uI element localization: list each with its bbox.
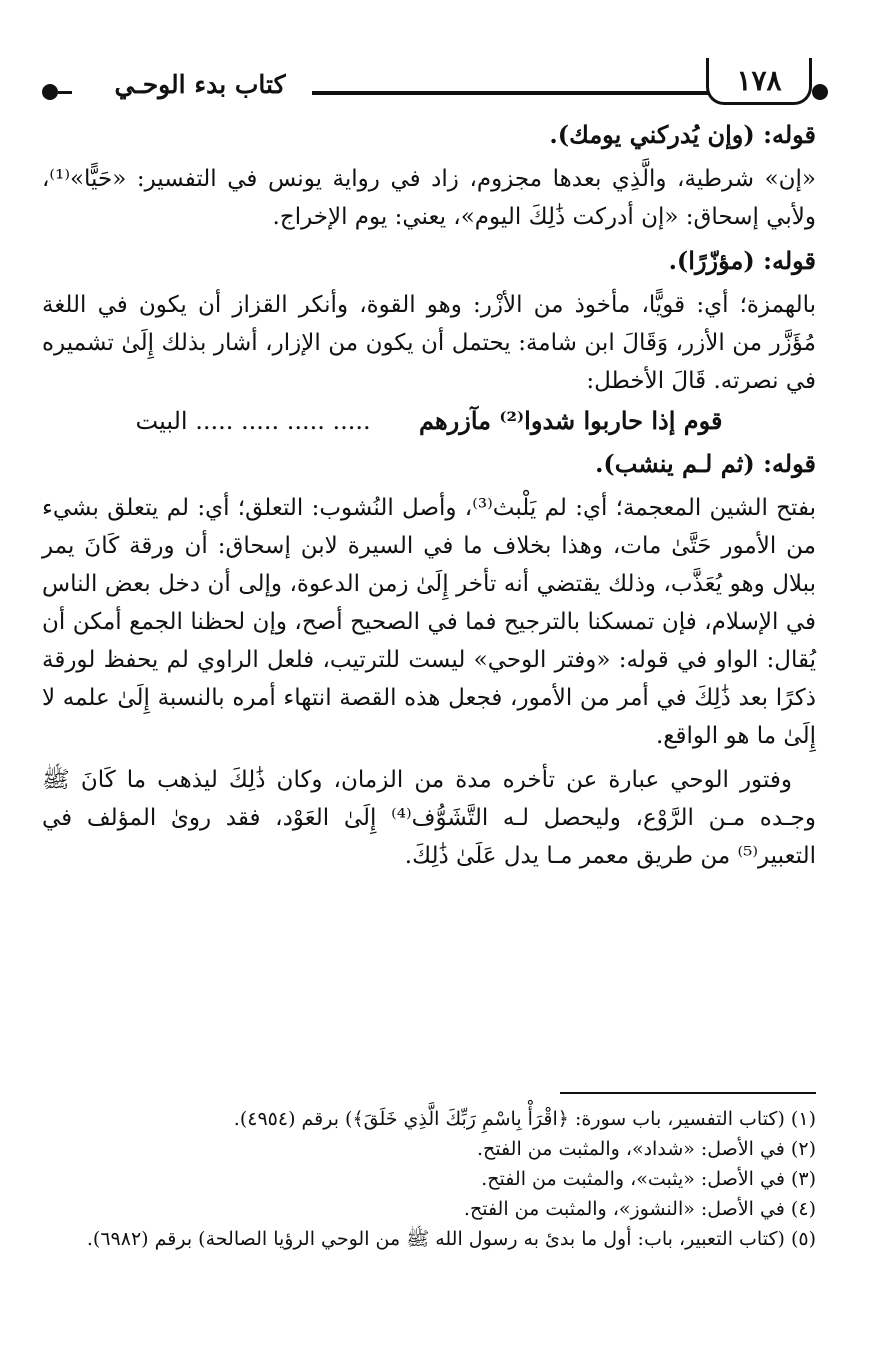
footnote-5: (٥) (كتاب التعبير، باب: أول ما بدئ به رسول الله ﷺ من الوحي الرؤيا الصالحة) برقم (٦٩٨٢). bbox=[86, 1228, 816, 1250]
paragraph-1: «إن» شرطية، والَّذِي بعدها مجزوم، زاد في رواية يونس في التفسير: «حَيًّا»⁽¹⁾، ولأبي إسحاق: «إن أدركت ذَٰلِكَ اليوم»، يعني: يوم الإخراج. bbox=[42, 166, 816, 230]
footnote-4: (٤) في الأصل: «النشوز»، والمثبت من الفتح. bbox=[463, 1198, 816, 1220]
heading-quote-2: قوله: (مؤزّرًا). bbox=[668, 246, 816, 275]
left-dot-ornament bbox=[42, 84, 58, 100]
footnote-1: (١) (كتاب التفسير، باب سورة: ﴿اقْرَأْ بِاسْمِ رَبِّكَ الَّذِي خَلَقَ﴾) برقم (٤٩٥٤). bbox=[233, 1108, 816, 1130]
footnote-3: (٣) في الأصل: «يثبت»، والمثبت من الفتح. bbox=[481, 1168, 816, 1190]
page-number: ١٧٨ bbox=[706, 58, 812, 105]
page-header bbox=[40, 58, 830, 118]
paragraph-3: بفتح الشين المعجمة؛ أي: لم يَلْبث⁽³⁾، وأصل النُشوب: التعلق؛ أي: لم يتعلق بشيء من الأمور حَتَّىٰ مات، وهذا بخلاف ما في السيرة لابن إسحاق: أن ورقة كَانَ يمر ببلال وهو يُعَذَّب، وذلك يقتضي أنه تأخر إِلَىٰ زمن الدعوة، وإلى أن دخل بعض الناس في الإسلام، فإن تمسكنا بالترجيح فما في الصحيح أصح، وإن لحظنا الجمع أمكن أن يُقال: الواو في قوله: «وفتر الوحي» ليست للترتيب، فلعل الراوي لم يحفظ لورقة ذكرًا بعد ذَٰلِكَ في أمر من الأمور، فجعل هذه القصة انتهاء أمره بالنسبة إِلَىٰ علمه لا إِلَىٰ ما هو الواقع. bbox=[42, 495, 816, 749]
verse-first-hemistich: قوم إذا حاربوا شدوا⁽²⁾ مآزرهم bbox=[419, 406, 723, 435]
footnotes bbox=[42, 1104, 816, 1254]
heading-quote-3: قوله: (ثم لـم ينشب). bbox=[595, 449, 816, 478]
right-dot-ornament bbox=[812, 84, 828, 100]
verse-second-hemistich: ..... ..... ..... ..... البيت bbox=[135, 407, 371, 435]
heading-quote-1: قوله: (وإن يُدركني يومك). bbox=[549, 120, 816, 149]
paragraph-2: بالهمزة؛ أي: قويًّا، مأخوذ من الأزْر: وهو القوة، وأنكر القزاز أن يكون في اللغة مُؤَزَّر من الأزر، وَقَالَ ابن شامة: يحتمل أن يكون من الإزار، أشار بذلك إِلَىٰ تشميره في نصرته. قَالَ الأخطل: bbox=[42, 292, 816, 394]
footnote-separator bbox=[560, 1092, 816, 1094]
poetry-verse bbox=[42, 406, 816, 435]
header-rule bbox=[312, 91, 766, 95]
chapter-title: كتاب بدء الوحـي bbox=[114, 70, 286, 99]
left-dash-ornament bbox=[58, 91, 72, 94]
main-text bbox=[42, 116, 816, 881]
paragraph-4: وفتور الوحي عبارة عن تأخره مدة من الزمان، وكان ذَٰلِكَ ليذهب ما كَانَ ﷺ وجـده مـن الرَّوْع، وليحصل لـه التَّشَوُّف⁽⁴⁾ إِلَىٰ العَوْد، فقد روىٰ المؤلف في التعبير⁽⁵⁾ من طريق معمر مـا يدل عَلَىٰ ذَٰلِكَ. bbox=[42, 767, 816, 869]
footnote-2: (٢) في الأصل: «شداد»، والمثبت من الفتح. bbox=[477, 1138, 816, 1160]
